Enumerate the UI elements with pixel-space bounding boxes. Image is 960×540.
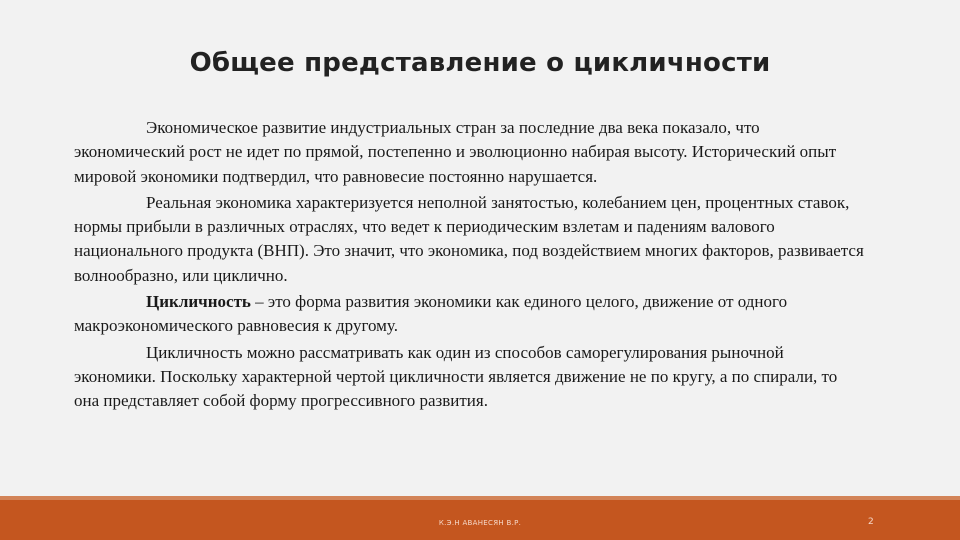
footer-author: К.Э.Н АВАНЕСЯН В.Р.: [438, 519, 522, 527]
page-number: 2: [868, 517, 874, 527]
paragraph-economic-development: Экономическое развитие индустриальных стран за последние два века показало, что экономический рост не идет по прямой, постепенно и эволюционно набирая высоту. Исторический опыт мировой экономики подтвердил, что равновесие постоянно нарушается.: [74, 118, 837, 186]
definition-text: – это форма развития экономики как единого целого, движение от одного макроэкономического равновесия к другому.: [74, 292, 788, 336]
slide-title: Общее представление о цикличности: [189, 48, 771, 78]
slide-body: [74, 116, 864, 414]
paragraph-cyclicity-definition: [74, 290, 864, 339]
term-cyclicity: Цикличность: [146, 292, 251, 312]
paragraph-self-regulation: Цикличность можно рассматривать как один из способов саморегулирования рыночной экономики. Поскольку характерной чертой цикличности является движение не по кругу, а по спирали, то она представляет собой форму прогрессивного развития.: [74, 342, 838, 411]
paragraph-real-economy: Реальная экономика характеризуется неполной занятостью, колебанием цен, процентных ставок, нормы прибыли в различных отраслях, что ведет к периодическим взлетам и падениям валового национального продукта (ВНП). Это значит, что экономика, под воздействием многих факторов, развивается волнообразно, или циклично.: [74, 192, 864, 285]
